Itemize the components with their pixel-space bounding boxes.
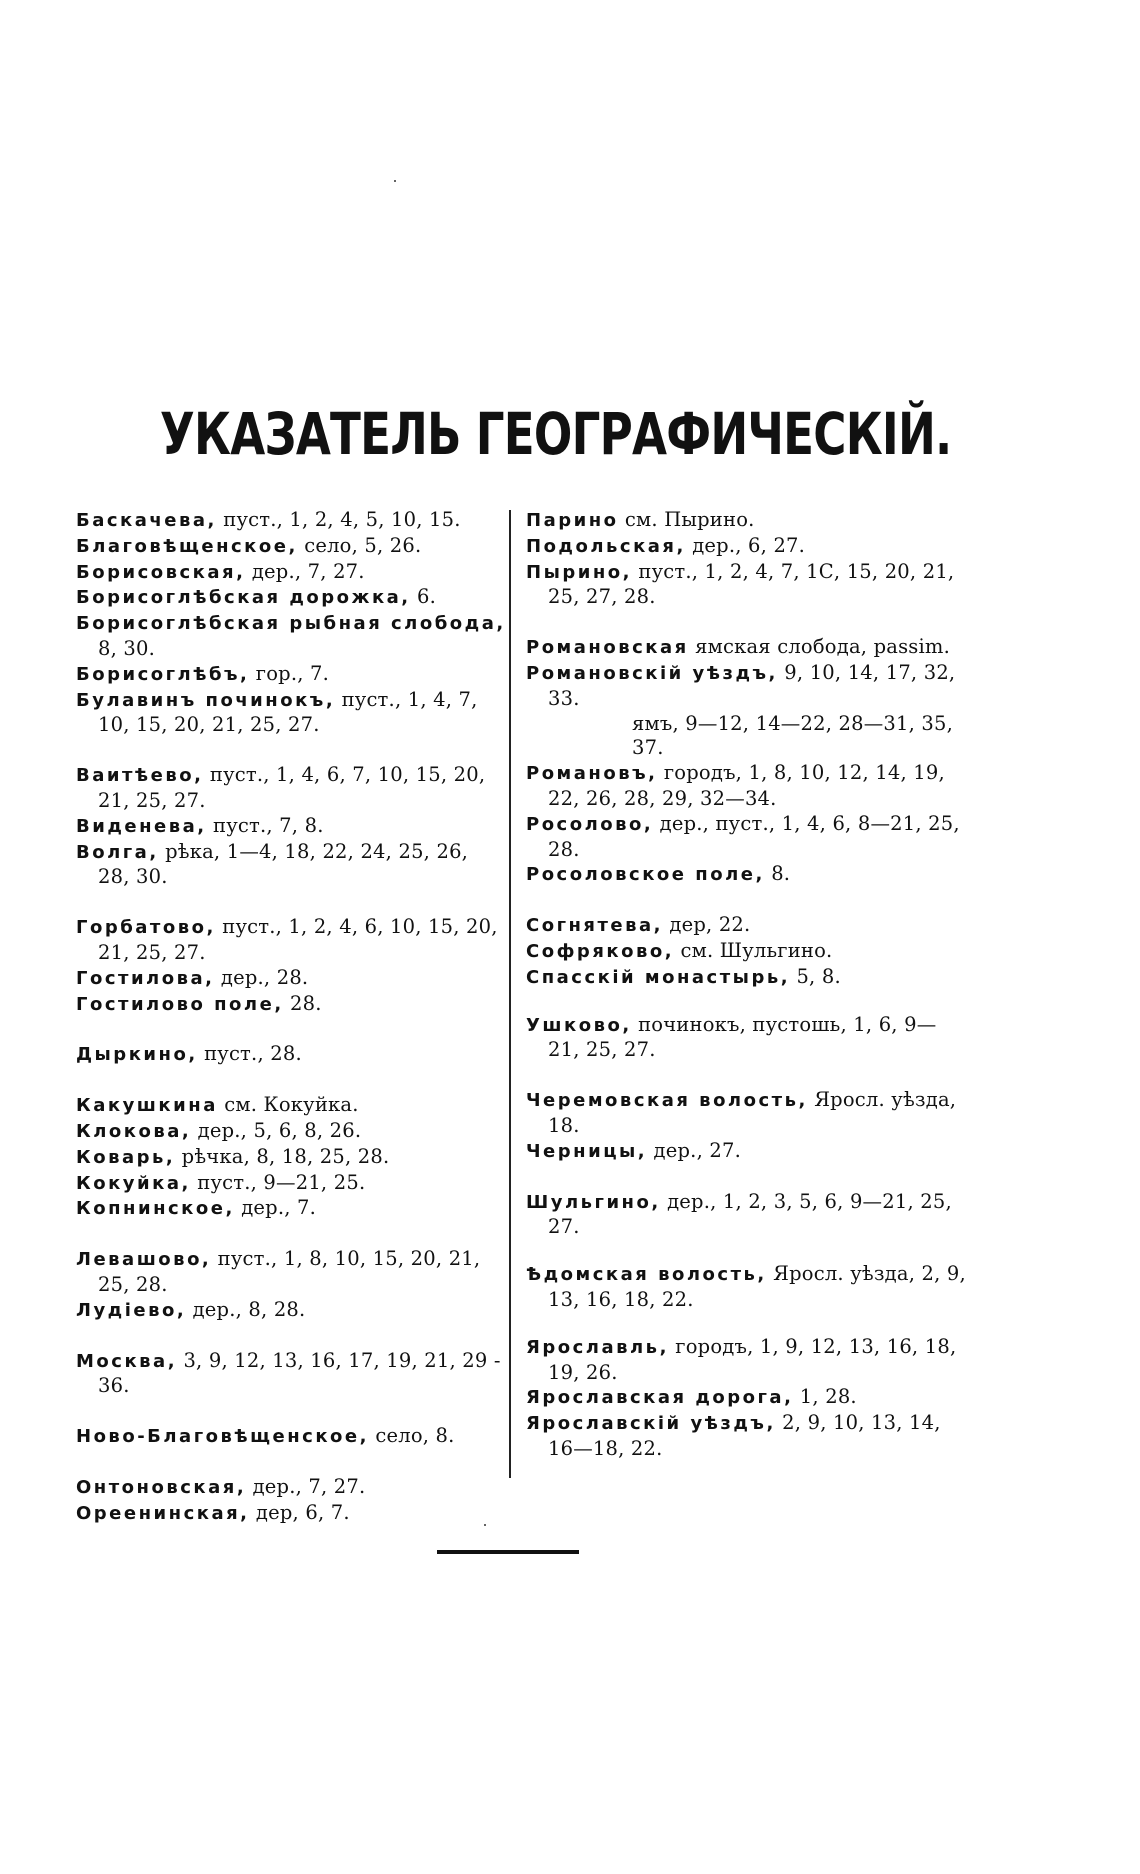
entry-refs: село, 8. xyxy=(368,1424,455,1448)
index-entry xyxy=(526,862,966,888)
entry-term: Баскачева, xyxy=(76,510,217,531)
entry-refs: дер., 28. xyxy=(214,965,309,989)
index-entry xyxy=(76,1501,506,1527)
entry-refs: рѣка, 1—4, 18, 22, 24, 25, 26, 28, 30. xyxy=(98,839,469,889)
entry-term: Гостилово поле, xyxy=(76,993,284,1015)
index-entry xyxy=(76,1475,506,1501)
index-entry xyxy=(526,508,966,534)
index-column-left xyxy=(76,508,506,1527)
entry-term: Онтоновская, xyxy=(76,1476,247,1498)
entry-refs: пуст., 1, 8, 10, 15, 20, 21, 25, 28. xyxy=(98,1247,481,1296)
entry-term: Пырино, xyxy=(526,561,632,583)
index-entry xyxy=(76,560,506,586)
entry-refs: дер., 7, 27. xyxy=(245,559,365,583)
entry-term: Подольская, xyxy=(526,535,686,557)
index-entry xyxy=(526,939,966,965)
entry-refs: село, 5, 26. xyxy=(297,533,422,557)
entry-refs: городъ, 1, 8, 10, 12, 14, 19, 22, 26, 28, 29, 32—34. xyxy=(548,761,945,810)
entry-term: Ваитѣево, xyxy=(76,765,204,787)
entry-refs: см. Кокуйка. xyxy=(217,1093,359,1117)
entry-refs: 9, 10, 14, 17, 32, 33. xyxy=(548,660,956,710)
entry-refs: гор., 7. xyxy=(249,661,330,685)
index-entry xyxy=(526,534,966,560)
entry-refs: рѣчка, 8, 18, 25, 28. xyxy=(175,1144,390,1168)
entry-term: Черницы, xyxy=(526,1140,648,1162)
entry-term: Виденева, xyxy=(76,815,207,837)
entry-term: Ярославская дорога, xyxy=(526,1387,794,1409)
entry-refs: дер., 5, 6, 8, 26. xyxy=(191,1118,362,1142)
index-entry-continuation xyxy=(526,712,966,762)
index-entry xyxy=(76,1424,506,1450)
entry-term: Борисоглѣбская дорожка, xyxy=(76,587,411,609)
index-entry xyxy=(76,915,506,966)
entry-term: Ореенинская, xyxy=(76,1502,250,1524)
entry-refs: дер, 22. xyxy=(663,913,751,937)
index-entry xyxy=(526,1385,966,1411)
index-entry xyxy=(76,763,506,814)
entry-term: Софряково, xyxy=(526,940,675,962)
index-entry xyxy=(526,761,966,812)
entry-refs: дер., пуст., 1, 4, 6, 8—21, 25, 28. xyxy=(548,811,960,861)
entry-refs: починокъ, пустошь, 1, 6, 9—21, 25, 27. xyxy=(548,1012,937,1062)
index-entry xyxy=(76,611,506,662)
entry-term: Спасскій монастырь, xyxy=(526,966,791,988)
entry-refs: городъ, 1, 9, 12, 13, 16, 18, 19, 26. xyxy=(548,1334,957,1384)
entry-refs: пуст., 7, 8. xyxy=(206,813,324,837)
entry-term: Левашово, xyxy=(76,1249,212,1271)
entry-term: Романовскій уѣздъ, xyxy=(526,662,778,684)
entry-refs: 1, 28. xyxy=(793,1385,857,1409)
index-entry xyxy=(526,635,966,661)
index-entry xyxy=(76,688,506,739)
index-entry xyxy=(526,1262,966,1313)
index-entry xyxy=(76,1145,506,1171)
entry-term: Лудіево, xyxy=(76,1299,187,1321)
column-divider xyxy=(509,510,511,1478)
index-entry xyxy=(76,992,506,1018)
index-entry xyxy=(526,1013,966,1064)
index-entry xyxy=(76,508,506,534)
index-entry xyxy=(76,966,506,992)
entry-refs: ямъ, 9—12, 14—22, 28—31, 35, 37. xyxy=(632,711,954,760)
entry-refs: дер., 1, 2, 3, 5, 6, 9—21, 25, 27. xyxy=(548,1189,952,1239)
index-entry xyxy=(76,1298,506,1324)
page-title: УКАЗАТЕЛЬ ГЕОГРАФИЧЕСКІЙ. xyxy=(159,400,952,468)
entry-refs: 2, 9, 10, 13, 14, 16—18, 22. xyxy=(548,1411,941,1460)
entry-term: Ново-Благовѣщенское, xyxy=(76,1426,369,1448)
entry-term: Ѣдомская волость, xyxy=(526,1264,767,1286)
entry-term: Гостилова, xyxy=(76,967,215,989)
index-entry xyxy=(526,1190,966,1241)
entry-term: Росолово, xyxy=(526,813,654,835)
entry-refs: пуст., 1, 2, 4, 5, 10, 15. xyxy=(216,508,461,531)
index-entry xyxy=(526,1139,966,1165)
entry-term: Булавинъ починокъ, xyxy=(76,689,336,711)
entry-term: Горбатово, xyxy=(76,917,216,939)
entry-refs: дер, 6, 7. xyxy=(249,1500,350,1524)
entry-term: Согнятева, xyxy=(526,915,663,937)
entry-term: Шульгино, xyxy=(526,1191,661,1213)
entry-refs: Яросл. уѣзда, 2, 9, 13, 16, 18, 22. xyxy=(548,1262,966,1311)
entry-refs: дер., 7. xyxy=(234,1196,317,1220)
entry-term: Клокова, xyxy=(76,1120,192,1142)
index-entry xyxy=(76,1196,506,1222)
entry-term: Черемовская волость, xyxy=(526,1090,808,1112)
index-entry xyxy=(526,1088,966,1139)
index-entry xyxy=(526,661,966,712)
entry-term: Борисовская, xyxy=(76,561,246,583)
entry-term: Дыркино, xyxy=(76,1044,198,1066)
entry-refs: пуст., 28. xyxy=(197,1042,302,1066)
entry-term: Борисоглѣбъ, xyxy=(76,663,250,685)
index-entry xyxy=(76,1119,506,1145)
entry-refs: 8, 30. xyxy=(98,636,156,660)
index-entry xyxy=(76,1247,506,1298)
index-entry xyxy=(526,1335,966,1386)
entry-term: Какушкина xyxy=(76,1095,218,1117)
index-entry xyxy=(526,812,966,863)
entry-term: Ярославскій уѣздъ, xyxy=(526,1413,776,1435)
entry-term: Парино xyxy=(526,510,619,531)
entry-refs: пуст., 1, 2, 4, 6, 10, 15, 20, 21, 25, 27. xyxy=(98,915,498,964)
entry-term: Москва, xyxy=(76,1350,178,1372)
entry-term: Кокуйка, xyxy=(76,1172,191,1194)
end-rule xyxy=(437,1550,579,1554)
index-entry xyxy=(76,814,506,840)
entry-refs: 5, 8. xyxy=(790,964,841,988)
entry-refs: пуст., 9—21, 25. xyxy=(190,1170,366,1194)
entry-refs: Яросл. уѣзда, 18. xyxy=(548,1088,957,1137)
entry-refs: пуст., 1, 2, 4, 7, 1С, 15, 20, 21, 25, 27, 28. xyxy=(548,559,955,609)
entry-term: Романовская xyxy=(526,637,689,659)
entry-term: Ярославль, xyxy=(526,1336,669,1358)
entry-term: Копнинское, xyxy=(76,1198,235,1220)
entry-term: Коварь, xyxy=(76,1146,176,1168)
index-entry xyxy=(76,534,506,560)
entry-refs: 3, 9, 12, 13, 16, 17, 19, 21, 29 - 36. xyxy=(98,1348,501,1398)
index-entry xyxy=(526,913,966,939)
entry-refs: см. Шульгино. xyxy=(674,938,833,962)
entry-refs: дер., 6, 27. xyxy=(685,533,806,557)
entry-refs: дер., 27. xyxy=(647,1138,741,1162)
index-entry xyxy=(76,840,506,891)
index-entry xyxy=(526,965,966,991)
entry-term: Борисоглѣбская рыбная слобода, xyxy=(76,613,506,635)
entry-term: Романовъ, xyxy=(526,763,658,785)
entry-term: Волга, xyxy=(76,841,159,863)
entry-refs: 8. xyxy=(764,862,791,886)
index-entry xyxy=(76,585,506,611)
entry-refs: дер., 7, 27. xyxy=(246,1474,366,1498)
entry-refs: пуст., 1, 4, 7, 10, 15, 20, 21, 25, 27. xyxy=(98,687,478,737)
index-entry xyxy=(76,1171,506,1197)
scan-speck xyxy=(394,180,396,182)
entry-refs: пуст., 1, 4, 6, 7, 10, 15, 20, 21, 25, 27. xyxy=(98,763,486,812)
index-entry xyxy=(76,1349,506,1400)
entry-term: Благовѣщенское, xyxy=(76,535,298,557)
entry-refs: дер., 8, 28. xyxy=(186,1297,306,1321)
entry-refs: см. Пырино. xyxy=(618,508,755,531)
entry-refs: ямская слобода, passim. xyxy=(688,635,951,659)
index-column-right xyxy=(526,508,966,1462)
index-entry xyxy=(526,1411,966,1462)
index-entry xyxy=(76,662,506,688)
entry-term: Ушково, xyxy=(526,1014,632,1036)
entry-refs: 6. xyxy=(410,585,437,609)
entry-refs: 28. xyxy=(283,991,322,1015)
index-entry xyxy=(76,1093,506,1119)
entry-term: Росоловское поле, xyxy=(526,864,765,886)
index-entry xyxy=(76,1042,506,1068)
index-entry xyxy=(526,560,966,611)
